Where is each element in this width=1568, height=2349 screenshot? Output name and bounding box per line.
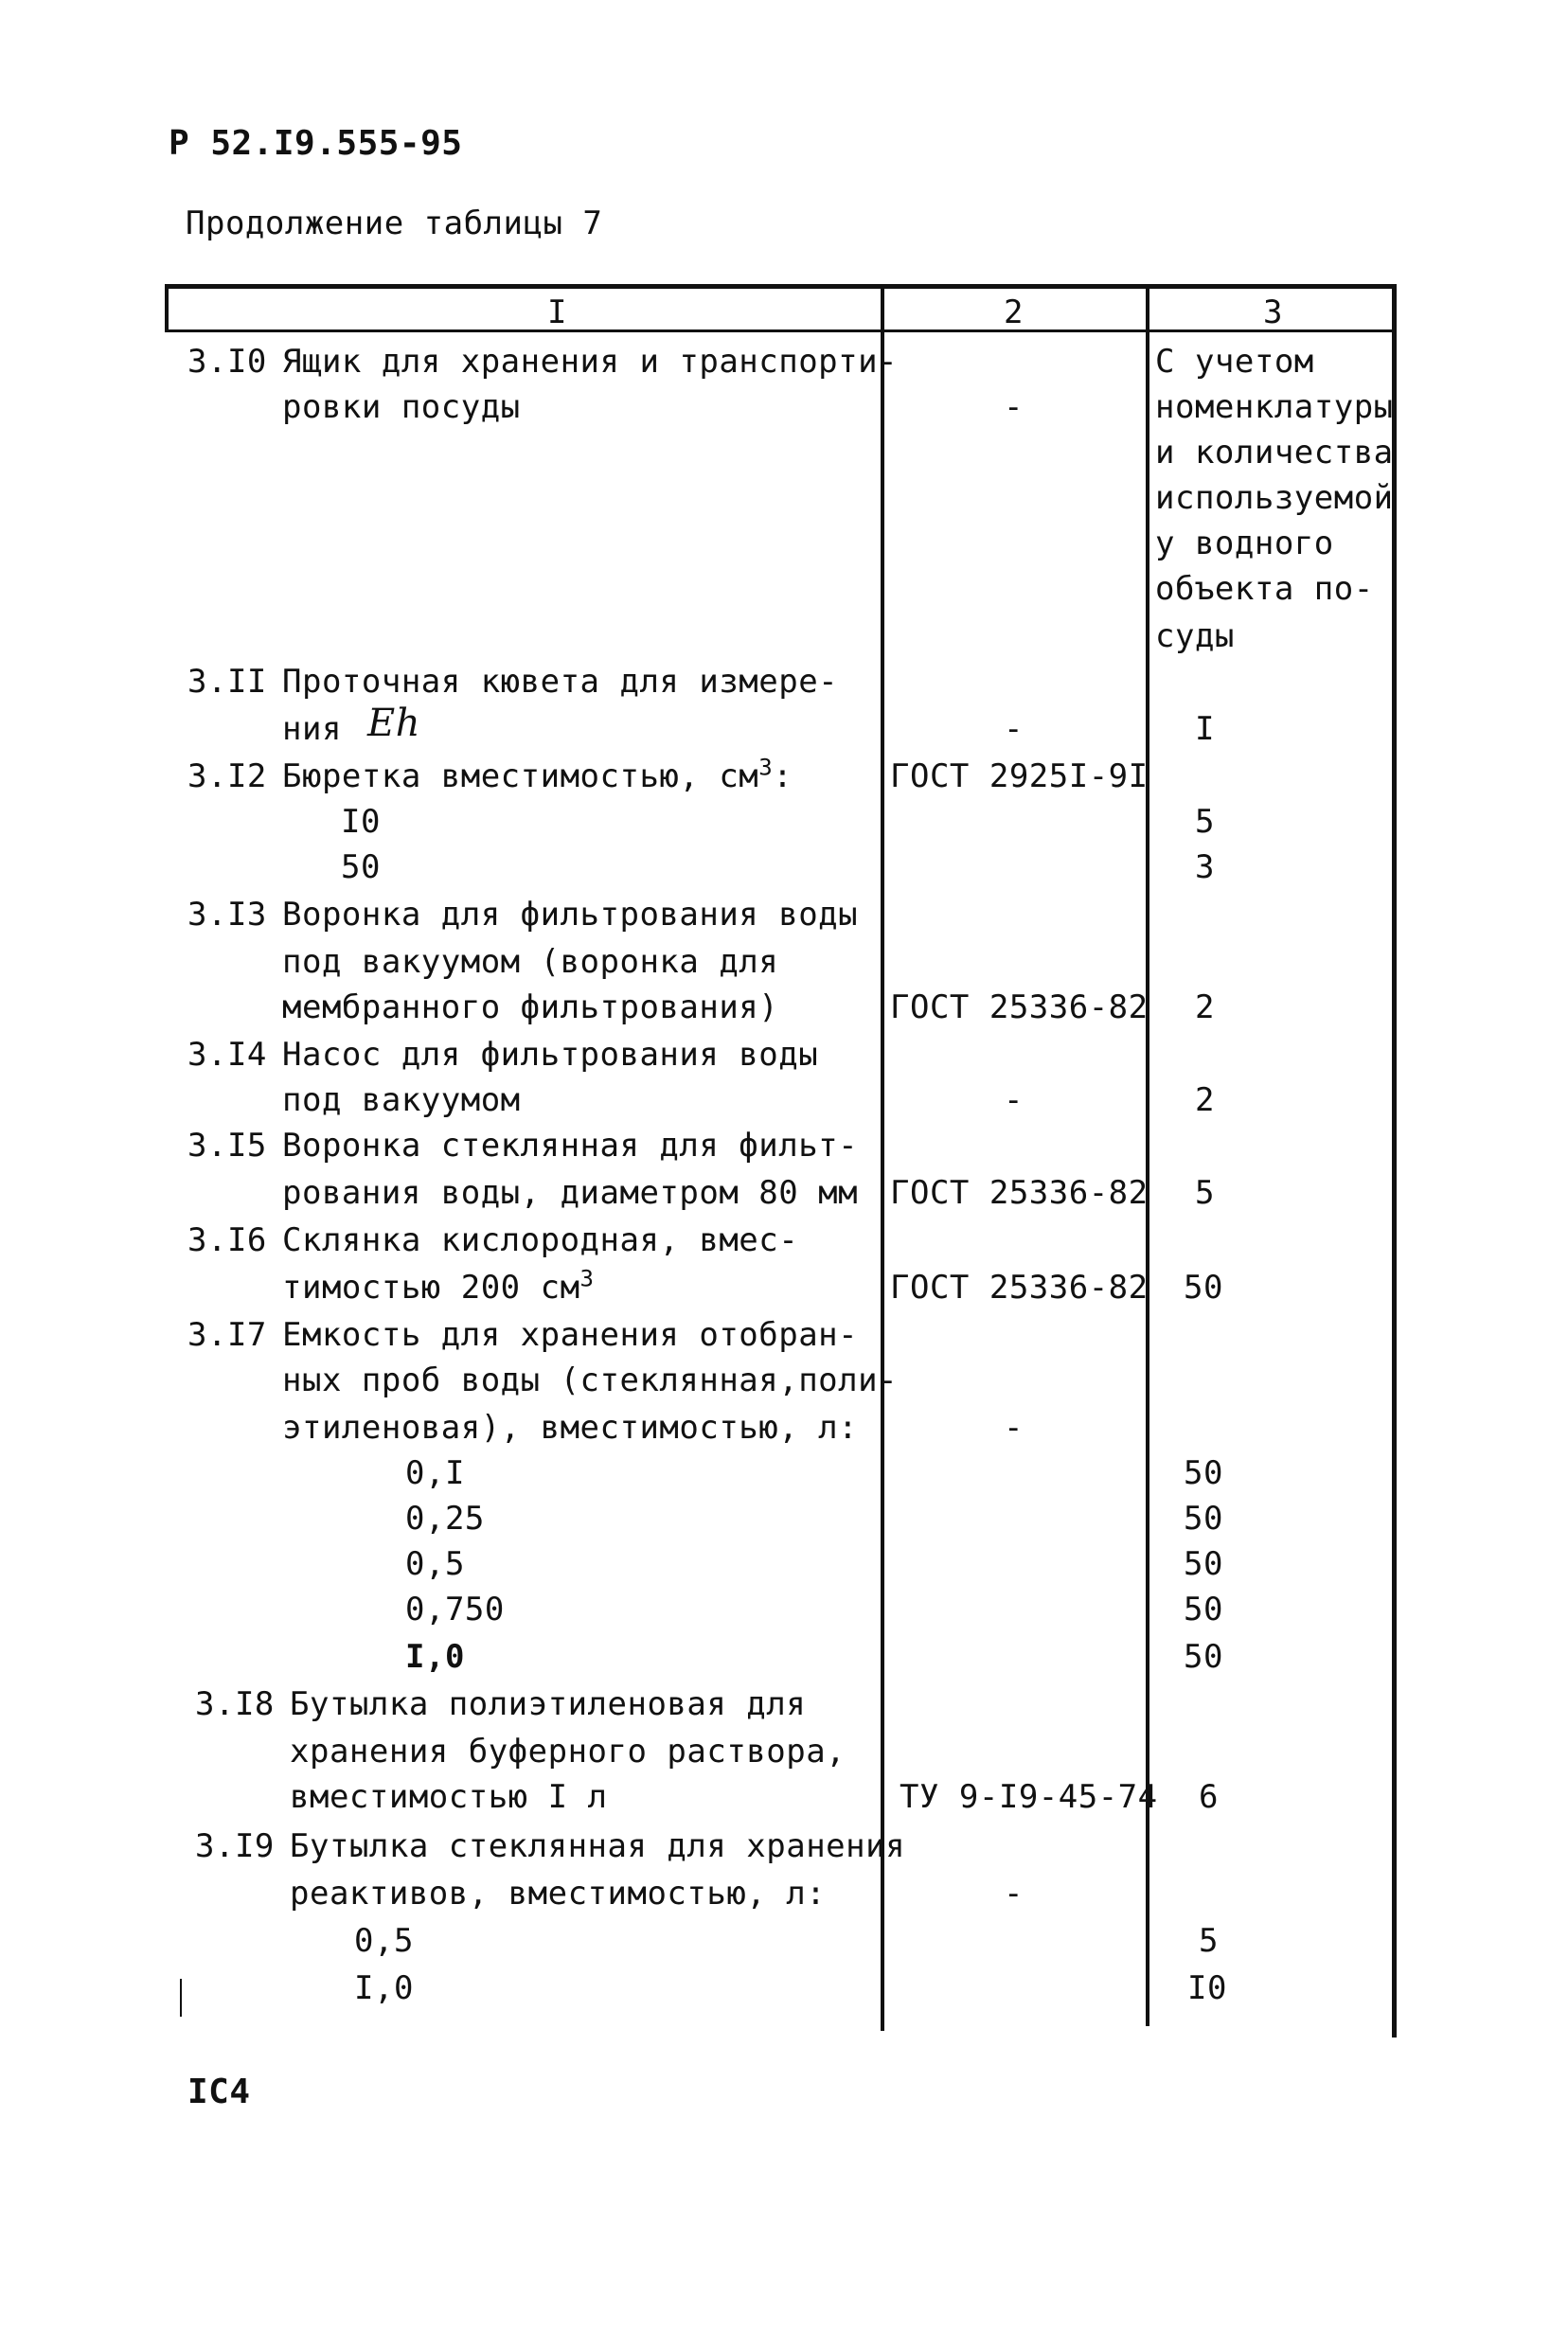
row-text: мембранного фильтрования) bbox=[282, 988, 779, 1026]
row-text: Насос для фильтрования воды bbox=[282, 1036, 819, 1074]
row-text: Бутылка полиэтиленовая для bbox=[290, 1685, 807, 1723]
header-col-3: 3 bbox=[1263, 294, 1283, 331]
row-col3: 50 bbox=[1184, 1269, 1223, 1307]
row-text: Емкость для хранения отобран- bbox=[282, 1316, 859, 1354]
row-text: Склянка кислородная, вмес- bbox=[282, 1221, 799, 1259]
row-col2: ТУ 9-I9-45-74 bbox=[900, 1778, 1158, 1816]
header-bottom-border bbox=[165, 329, 1396, 332]
row-text: под вакуумом bbox=[282, 1081, 521, 1119]
subitem-label: 50 bbox=[341, 848, 381, 886]
left-edge-trace bbox=[180, 1979, 182, 2017]
subitem-label: 0,5 bbox=[354, 1922, 414, 1960]
row-col3: 2 bbox=[1195, 988, 1215, 1026]
column-divider-2 bbox=[1146, 284, 1149, 2026]
header-col-2: 2 bbox=[1004, 294, 1024, 331]
subitem-label: I0 bbox=[341, 803, 381, 841]
table-caption: Продолжение таблицы 7 bbox=[186, 205, 603, 242]
row-text: рования воды, диаметром 80 мм bbox=[282, 1174, 859, 1212]
subitem-qty: 50 bbox=[1184, 1638, 1223, 1676]
row-text: хранения буферного раствора, bbox=[290, 1733, 846, 1771]
column-divider-1 bbox=[881, 284, 884, 2031]
row-text: вместимостью I л bbox=[290, 1778, 608, 1816]
row-text: Проточная кювета для измере- bbox=[282, 663, 839, 701]
row-col3: 2 bbox=[1195, 1081, 1215, 1119]
row-col3: С учетом bbox=[1155, 343, 1314, 381]
table-right-border bbox=[1392, 284, 1397, 2038]
row-col2: ГОСТ 25336-82 bbox=[890, 1174, 1149, 1212]
row-number: 3.I7 bbox=[187, 1316, 267, 1354]
subitem-label: 0,750 bbox=[405, 1591, 505, 1628]
row-text: Бутылка стеклянная для хранения bbox=[290, 1827, 906, 1865]
row-col3: суды bbox=[1155, 617, 1235, 655]
row-text: ния bbox=[282, 710, 342, 748]
row-col3: используемой bbox=[1155, 479, 1394, 517]
row-number: 3.I8 bbox=[195, 1685, 275, 1723]
row-text: ных проб воды (стеклянная,поли- bbox=[282, 1361, 899, 1399]
subitem-qty: 3 bbox=[1195, 848, 1215, 886]
handwritten-eh: Eh bbox=[367, 702, 420, 745]
row-text: этиленовая), вместимостью, л: bbox=[282, 1409, 859, 1447]
document-code: Р 52.I9.555-95 bbox=[169, 124, 463, 163]
row-number: 3.I5 bbox=[187, 1127, 267, 1165]
page-number: IC4 bbox=[187, 2073, 251, 2111]
row-number: 3.I4 bbox=[187, 1036, 267, 1074]
row-text bbox=[282, 1265, 595, 1307]
row-number: 3.II bbox=[187, 663, 267, 701]
row-text: ровки посуды bbox=[282, 388, 521, 426]
row-col2: ГОСТ 25336-82 bbox=[890, 988, 1149, 1026]
subitem-qty: 5 bbox=[1195, 803, 1215, 841]
row-number: 3.I2 bbox=[187, 757, 267, 795]
row-text: реактивов, вместимостью, л: bbox=[290, 1875, 827, 1913]
superscript: 3 bbox=[579, 1265, 595, 1292]
subitem-qty: 50 bbox=[1184, 1591, 1223, 1628]
row-col3: и количества bbox=[1155, 434, 1394, 472]
subitem-qty: 50 bbox=[1184, 1500, 1223, 1538]
superscript: 3 bbox=[758, 754, 774, 781]
row-col3: объекта по- bbox=[1155, 570, 1374, 608]
row-col2: - bbox=[1004, 1081, 1024, 1119]
table-left-border bbox=[165, 284, 169, 332]
row-col3: I bbox=[1195, 710, 1215, 748]
subitem-label: I,0 bbox=[405, 1638, 465, 1676]
subitem-label: 0,I bbox=[405, 1454, 465, 1492]
subitem-qty: 50 bbox=[1184, 1545, 1223, 1583]
row-text: Воронка для фильтрования воды bbox=[282, 896, 859, 934]
subitem-qty: I0 bbox=[1187, 1969, 1227, 2007]
row-col2: - bbox=[1004, 1409, 1024, 1447]
row-text-end: : bbox=[773, 757, 793, 795]
row-number: 3.I6 bbox=[187, 1221, 267, 1259]
row-text-main: тимостью 200 см bbox=[282, 1269, 580, 1307]
row-col2: - bbox=[1004, 1875, 1024, 1913]
subitem-qty: 5 bbox=[1199, 1922, 1219, 1960]
row-number: 3.I0 bbox=[187, 343, 267, 381]
subitem-qty: 50 bbox=[1184, 1454, 1223, 1492]
row-col3: 5 bbox=[1195, 1174, 1215, 1212]
row-col2: ГОСТ 25336-82 bbox=[890, 1269, 1149, 1307]
subitem-label: 0,25 bbox=[405, 1500, 485, 1538]
subitem-label: 0,5 bbox=[405, 1545, 465, 1583]
row-text: Ящик для хранения и транспорти- bbox=[282, 343, 899, 381]
row-number: 3.I3 bbox=[187, 896, 267, 934]
row-col3: номенклатуры bbox=[1155, 388, 1394, 426]
row-col2: - bbox=[1004, 388, 1024, 426]
table-top-border bbox=[165, 284, 1396, 289]
header-col-1: I bbox=[547, 294, 567, 331]
row-text: Воронка стеклянная для фильт- bbox=[282, 1127, 859, 1165]
row-col3: у водного bbox=[1155, 525, 1334, 562]
row-number: 3.I9 bbox=[195, 1827, 275, 1865]
row-text-main: Бюретка вместимостью, см bbox=[282, 757, 759, 795]
row-text: под вакуумом (воронка для bbox=[282, 943, 779, 981]
row-col2: - bbox=[1004, 710, 1024, 748]
subitem-label: I,0 bbox=[354, 1969, 414, 2007]
row-col3: 6 bbox=[1199, 1778, 1219, 1816]
row-text bbox=[282, 754, 793, 795]
row-col2: ГОСТ 2925I-9I bbox=[890, 757, 1149, 795]
